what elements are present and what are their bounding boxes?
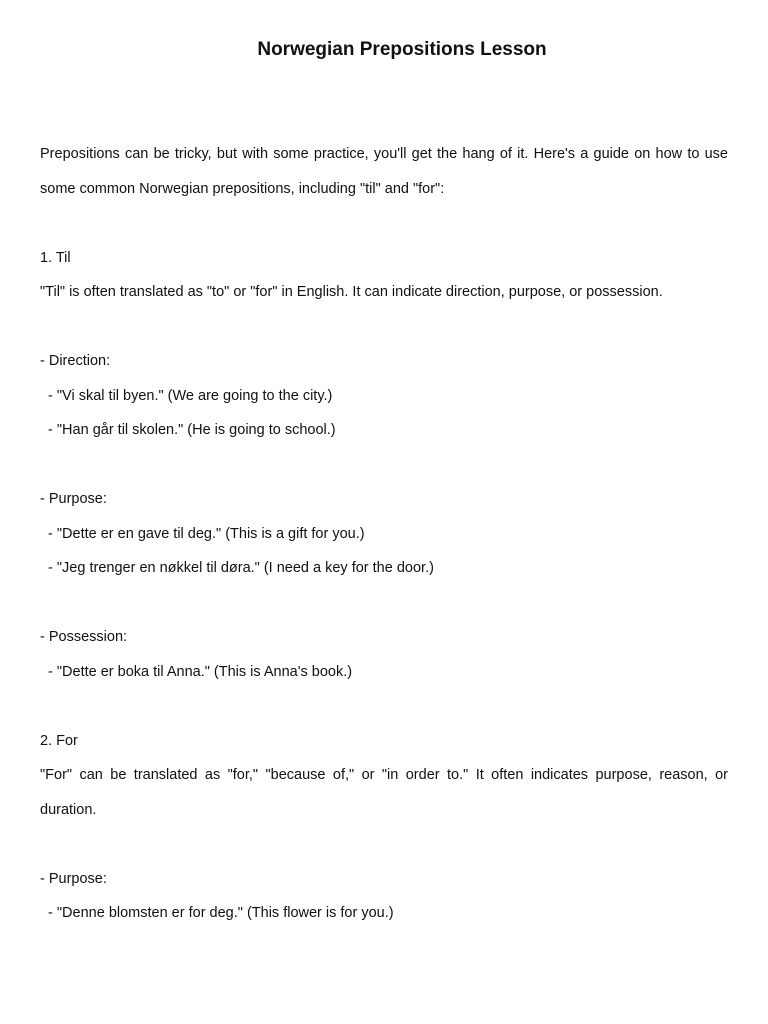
example-line: - "Dette er boka til Anna." (This is Anna's book.) xyxy=(40,663,353,680)
spacer xyxy=(40,827,728,862)
page-title: Norwegian Prepositions Lesson xyxy=(257,39,547,60)
example-line: - "Dette er en gave til deg." (This is a gift for you.) xyxy=(40,525,365,542)
example-line: - "Denne blomsten er for deg." (This flower is for you.) xyxy=(40,905,394,921)
group-label-possession: - Possession: xyxy=(40,629,128,645)
spacer xyxy=(40,206,728,241)
spacer xyxy=(40,586,728,621)
group-label-purpose: - Purpose: xyxy=(40,870,107,887)
group-label-direction: - Direction: xyxy=(40,353,111,369)
spacer xyxy=(40,310,728,345)
lesson-content xyxy=(40,137,728,931)
section-description-til: "Til" is often translated as "to" or "for" in English. It can indicate direction, purpose, or possession. xyxy=(40,284,663,300)
section-description-for: "For" can be translated as "for," "because of," or "in order to." It often indicates purpose, reason, or duration. xyxy=(40,767,728,818)
group-label-purpose: - Purpose: xyxy=(40,491,107,507)
example-line: - "Jeg trenger en nøkkel til døra." (I need a key for the door.) xyxy=(40,560,434,576)
spacer xyxy=(40,689,728,724)
example-line: - "Vi skal til byen." (We are going to the city.) xyxy=(40,387,333,404)
section-heading-til: 1. Til xyxy=(40,249,71,266)
intro-paragraph: Prepositions can be tricky, but with some practice, you'll get the hang of it. Here's a guide on how to use some common Norwegian prepositions, including "til" and "for": xyxy=(40,146,728,197)
example-line: - "Han går til skolen." (He is going to school.) xyxy=(40,422,336,438)
section-heading-for: 2. For xyxy=(40,732,78,749)
spacer xyxy=(40,448,728,483)
